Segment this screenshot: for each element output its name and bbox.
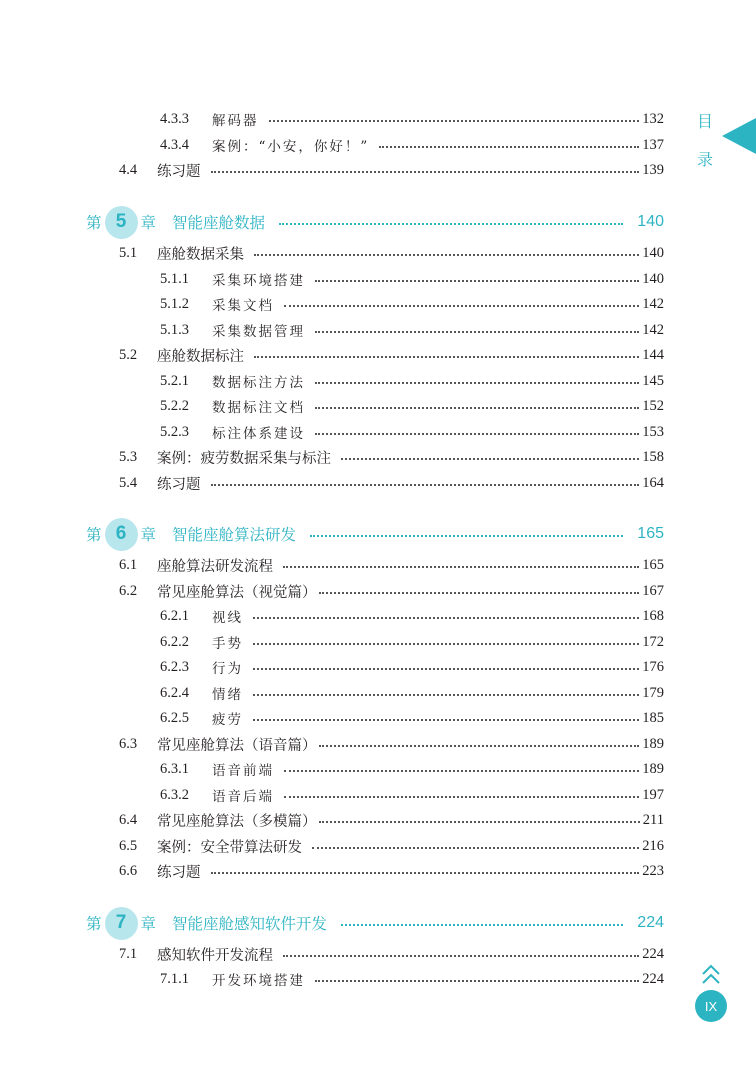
section-page-number: 224 (642, 945, 664, 962)
section-title: 语音后端 (212, 789, 274, 805)
leader-dots (341, 458, 639, 460)
toc-section-entry[interactable] (119, 860, 664, 882)
section-title: 案例：疲劳数据采集与标注 (157, 450, 331, 467)
toc-section-entry[interactable] (119, 446, 664, 468)
leader-dots (269, 120, 640, 122)
toc-subsection-entry[interactable] (160, 784, 664, 806)
leader-dots (284, 770, 639, 772)
leader-dots (319, 745, 640, 747)
chapter-page-number: 224 (637, 914, 664, 931)
toc-subsection-entry[interactable] (160, 656, 664, 678)
section-page-number: 145 (642, 372, 664, 389)
section-page-number: 189 (642, 735, 664, 752)
section-number: 4.3.4 (160, 136, 189, 153)
section-number: 6.2.4 (160, 684, 189, 701)
side-label-mu: 目 (697, 112, 714, 131)
section-number: 5.4 (119, 474, 138, 491)
leader-dots (319, 821, 640, 823)
leader-dots (283, 955, 639, 957)
section-title: 标注体系建设 (212, 426, 305, 442)
section-title: 采集数据管理 (212, 324, 305, 340)
double-chevron-up-icon[interactable] (700, 962, 722, 988)
section-page-number: 172 (642, 633, 664, 650)
section-number: 5.1 (119, 244, 138, 261)
toc-subsection-entry[interactable] (160, 605, 664, 627)
toc-subsection-entry[interactable] (160, 268, 664, 290)
page-number-badge: IX (695, 990, 727, 1022)
toc-subsection-entry[interactable] (160, 370, 664, 392)
section-page-number: 185 (642, 709, 664, 726)
toc-section-entry[interactable] (119, 733, 664, 755)
section-page-number: 142 (642, 295, 664, 312)
toc-section-entry[interactable] (119, 242, 664, 264)
section-page-number: 197 (642, 786, 664, 803)
section-number: 5.1.1 (160, 270, 189, 287)
leader-dots (284, 305, 639, 307)
section-title: 感知软件开发流程 (157, 947, 273, 964)
section-number: 6.2.5 (160, 709, 189, 726)
toc-subsection-entry[interactable] (160, 682, 664, 704)
leader-dots (253, 719, 639, 721)
section-number: 5.2 (119, 346, 138, 363)
section-number: 5.2.1 (160, 372, 189, 389)
section-number: 5.3 (119, 448, 138, 465)
leader-dots (283, 566, 639, 568)
leader-dots (211, 484, 640, 486)
section-number: 5.2.3 (160, 423, 189, 440)
section-number: 7.1.1 (160, 970, 189, 987)
section-title: 常见座舱算法（多模篇） (157, 813, 317, 830)
section-number: 6.2.3 (160, 658, 189, 675)
section-number: 5.1.2 (160, 295, 189, 312)
chapter-suffix: 章 (140, 526, 157, 544)
section-title: 开发环境搭建 (212, 973, 305, 989)
section-title: 常见座舱算法（视觉篇） (157, 584, 317, 601)
toc-section-entry[interactable] (119, 835, 664, 857)
section-page-number: 144 (642, 346, 664, 363)
section-page-number: 158 (642, 448, 664, 465)
section-page-number: 140 (642, 270, 664, 287)
section-page-number: 211 (642, 811, 664, 828)
chapter-prefix: 第 (86, 915, 102, 933)
section-number: 6.3.1 (160, 760, 189, 777)
section-page-number: 152 (642, 397, 664, 414)
section-title: 手势 (212, 636, 243, 652)
chapter-suffix: 章 (140, 915, 157, 933)
toc-section-entry[interactable] (119, 472, 664, 494)
section-page-number: 153 (642, 423, 664, 440)
leader-dots (279, 223, 623, 225)
triangle-tab-icon (722, 118, 756, 154)
section-title: 疲劳 (212, 712, 243, 728)
toc-subsection-entry[interactable] (160, 631, 664, 653)
section-title: 情绪 (212, 687, 243, 703)
section-title: 采集文档 (212, 298, 274, 314)
leader-dots (254, 254, 639, 256)
section-page-number: 167 (642, 582, 664, 599)
section-number: 6.1 (119, 556, 138, 573)
leader-dots (315, 433, 639, 435)
section-title: 常见座舱算法（语音篇） (157, 737, 317, 754)
section-page-number: 179 (642, 684, 664, 701)
section-page-number: 137 (642, 136, 664, 153)
chapter-heading[interactable] (86, 207, 664, 237)
leader-dots (253, 668, 639, 670)
section-number: 6.2.1 (160, 607, 189, 624)
leader-dots (312, 847, 639, 849)
leader-dots (379, 146, 639, 148)
toc-subsection-entry[interactable] (160, 134, 664, 156)
section-title: 座舱算法研发流程 (157, 558, 273, 575)
section-number: 6.3.2 (160, 786, 189, 803)
section-number: 6.3 (119, 735, 138, 752)
toc-subsection-entry[interactable] (160, 108, 664, 130)
toc-section-entry[interactable] (119, 580, 664, 602)
section-title: 解码器 (212, 113, 259, 129)
section-number: 5.1.3 (160, 321, 189, 338)
section-title: 练习题 (157, 476, 201, 493)
section-title: 数据标注文档 (212, 400, 305, 416)
toc-subsection-entry[interactable] (160, 421, 664, 443)
leader-dots (284, 796, 639, 798)
section-title: 座舱数据采集 (157, 246, 244, 263)
section-number: 4.3.3 (160, 110, 189, 127)
section-page-number: 164 (642, 474, 664, 491)
toc-section-entry[interactable] (119, 809, 664, 831)
section-number: 6.5 (119, 837, 138, 854)
chapter-prefix: 第 (86, 214, 102, 232)
section-page-number: 142 (642, 321, 664, 338)
chapter-number-circle: 6 (105, 518, 138, 551)
chapter-number-circle: 5 (105, 206, 138, 239)
section-title: 数据标注方法 (212, 375, 305, 391)
section-number: 6.6 (119, 862, 138, 879)
chapter-page-number: 140 (637, 213, 664, 230)
toc-subsection-entry[interactable] (160, 395, 664, 417)
leader-dots (341, 924, 623, 926)
toc-subsection-entry[interactable] (160, 707, 664, 729)
leader-dots (211, 171, 640, 173)
chapter-prefix: 第 (86, 526, 102, 544)
section-page-number: 189 (642, 760, 664, 777)
side-label-lu: 录 (697, 150, 714, 169)
section-page-number: 140 (642, 244, 664, 261)
section-title: 行为 (212, 661, 243, 677)
toc-section-entry[interactable] (119, 943, 664, 965)
section-page-number: 176 (642, 658, 664, 675)
section-title: 语音前端 (212, 763, 274, 779)
section-number: 7.1 (119, 945, 138, 962)
section-title: 练习题 (157, 163, 201, 180)
leader-dots (253, 617, 639, 619)
section-number: 6.2 (119, 582, 138, 599)
leader-dots (254, 356, 639, 358)
leader-dots (310, 535, 623, 537)
section-title: 练习题 (157, 864, 201, 881)
leader-dots (315, 980, 639, 982)
section-page-number: 165 (642, 556, 664, 573)
section-number: 6.4 (119, 811, 138, 828)
section-page-number: 168 (642, 607, 664, 624)
section-title: 案例：“小安，你好！” (212, 139, 370, 155)
leader-dots (315, 331, 639, 333)
section-number: 6.2.2 (160, 633, 189, 650)
leader-dots (253, 694, 639, 696)
chapter-suffix: 章 (140, 214, 157, 232)
leader-dots (211, 872, 640, 874)
section-title: 采集环境搭建 (212, 273, 305, 289)
section-page-number: 132 (642, 110, 664, 127)
toc-section-entry[interactable] (119, 554, 664, 576)
section-page-number: 223 (642, 862, 664, 879)
section-title: 案例：安全带算法研发 (157, 839, 302, 856)
chapter-title: 智能座舱算法研发 (172, 526, 297, 544)
leader-dots (253, 643, 639, 645)
toc-subsection-entry[interactable] (160, 293, 664, 315)
chapter-heading[interactable] (86, 908, 664, 938)
leader-dots (315, 280, 639, 282)
section-page-number: 216 (642, 837, 664, 854)
leader-dots (319, 592, 640, 594)
chapter-page-number: 165 (637, 525, 664, 542)
toc-subsection-entry[interactable] (160, 319, 664, 341)
section-title: 座舱数据标注 (157, 348, 244, 365)
section-page-number: 139 (642, 161, 664, 178)
toc-section-entry[interactable] (119, 344, 664, 366)
toc-subsection-entry[interactable] (160, 968, 664, 990)
leader-dots (315, 382, 639, 384)
section-title: 视线 (212, 610, 243, 626)
leader-dots (315, 407, 639, 409)
section-number: 5.2.2 (160, 397, 189, 414)
section-page-number: 224 (642, 970, 664, 987)
toc-subsection-entry[interactable] (160, 758, 664, 780)
toc-section-entry[interactable] (119, 159, 664, 181)
chapter-title: 智能座舱数据 (172, 214, 266, 232)
chapter-title: 智能座舱感知软件开发 (172, 915, 328, 933)
chapter-heading[interactable] (86, 519, 664, 549)
chapter-number-circle: 7 (105, 907, 138, 940)
section-number: 4.4 (119, 161, 138, 178)
